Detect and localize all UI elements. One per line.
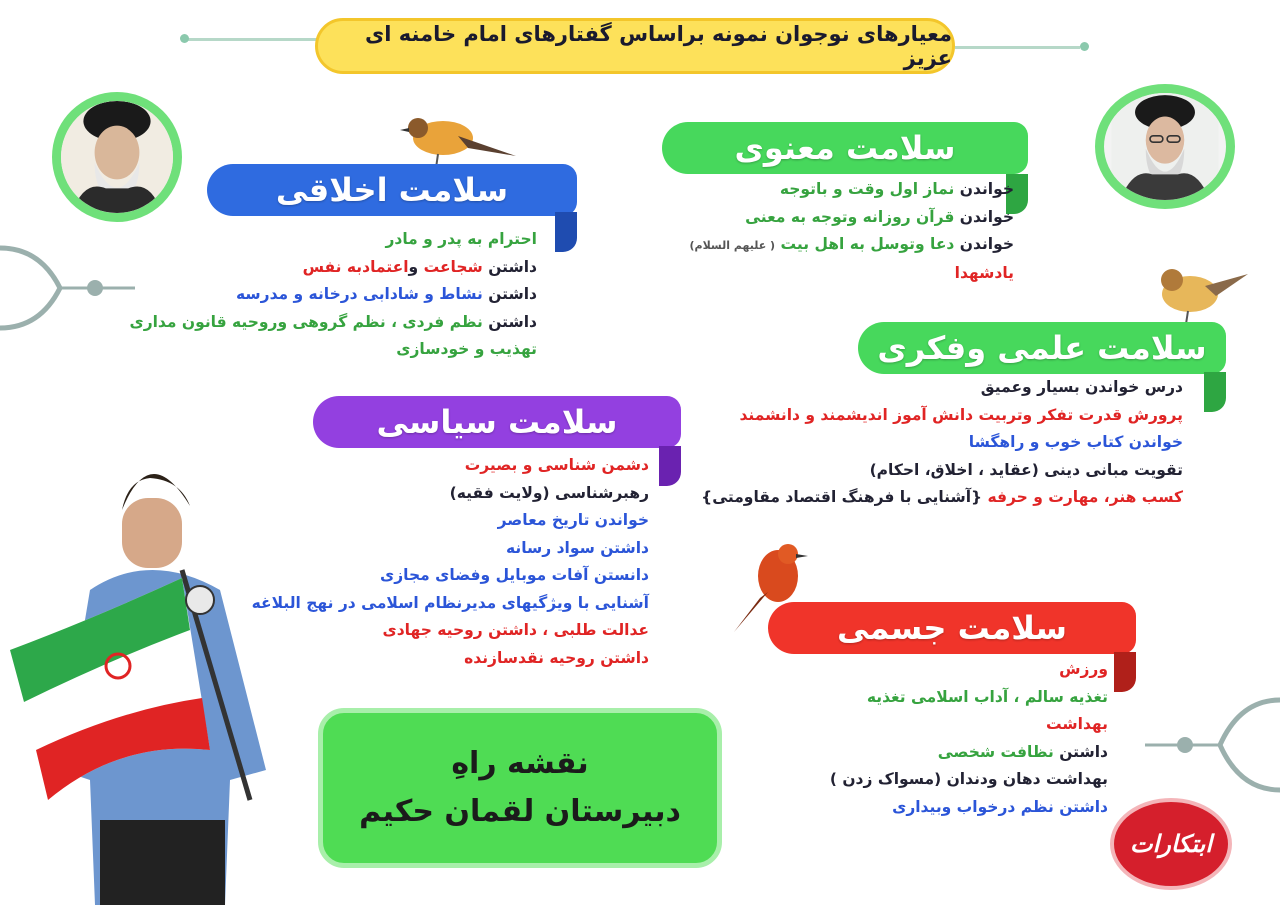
- list-item: خواندن تاریخ معاصر: [497, 511, 649, 529]
- list-item: داشتن نظافت شخصی: [937, 742, 1108, 761]
- section-title-scientific: سلامت علمی وفکری: [877, 329, 1207, 367]
- section-header-spiritual: [662, 122, 1028, 174]
- list-item: دانستن آفات موبایل وفضای مجازی: [380, 566, 649, 584]
- list-item: خواندن دعا وتوسل به اهل بیت ( علیهم السلام): [689, 235, 1014, 253]
- list-item: داشتن شجاعت واعتمادبه نفس: [302, 257, 537, 276]
- list-item: داشتن نظم فردی ، نظم گروهی وروحیه قانون مداری: [129, 312, 537, 331]
- section-header-scientific: [858, 322, 1226, 374]
- road-map-line2: دبیرستان لقمان حکیم: [359, 794, 681, 829]
- page-title: معیارهای نوجوان نمونه براساس گفتارهای امام خامنه ای عزیز: [365, 22, 952, 70]
- portrait-left: [52, 92, 182, 222]
- title-dot-right: [1080, 42, 1089, 51]
- section-header-physical: [768, 602, 1136, 654]
- section-title-spiritual: سلامت معنوی: [734, 129, 956, 167]
- brand-logo: [1110, 798, 1232, 890]
- ribbon-fold-scientific: [1204, 372, 1226, 412]
- title-line-left: [185, 38, 320, 41]
- portrait-icon: [61, 101, 173, 213]
- portrait-right: [1095, 84, 1235, 209]
- section-title-political: سلامت سیاسی: [376, 403, 618, 441]
- section-title-ethical: سلامت اخلاقی: [275, 171, 509, 209]
- list-ethical: [129, 226, 537, 364]
- title-banner: [315, 18, 955, 74]
- list-item: احترام به پدر و مادر: [385, 230, 537, 248]
- list-item: درس خواندن بسیار وعمیق: [980, 378, 1183, 396]
- ornament-left-icon: [0, 238, 140, 338]
- list-item: خواندن نماز اول وقت و باتوجه: [779, 180, 1014, 198]
- bird-icon: [1150, 256, 1250, 326]
- section-title-physical: سلامت جسمی: [836, 609, 1068, 647]
- list-item: خواندن قرآن روزانه وتوجه به معنی: [745, 207, 1014, 226]
- list-item: تغذیه سالم ، آداب اسلامی تغذیه: [866, 687, 1108, 706]
- list-item: داشتن نظم درخواب وبیداری: [892, 797, 1108, 816]
- list-item: عدالت طلبی ، داشتن روحیه جهادی: [382, 621, 649, 639]
- list-physical: [830, 656, 1108, 821]
- list-item: تقویت مبانی دینی (عقاید ، اخلاق، احکام): [869, 460, 1183, 479]
- list-item: داشتن روحیه نقدسازنده: [464, 648, 649, 667]
- ribbon-fold-physical: [1114, 652, 1136, 692]
- list-item: تهذیب و خودسازی: [396, 340, 537, 358]
- road-map-line1: نقشه راهِ: [451, 746, 589, 781]
- list-item: بهداشت: [1046, 715, 1108, 733]
- brand-logo-text: ابتکارات: [1129, 830, 1212, 858]
- section-header-ethical: [207, 164, 577, 216]
- list-item: دشمن شناسی و بصیرت: [464, 456, 649, 474]
- list-item: خواندن کتاب خوب و راهگشا: [968, 433, 1183, 451]
- list-item: پرورش قدرت تفکر وتربیت دانش آموز اندیشمند و دانشمند: [739, 405, 1183, 424]
- list-item: داشتن سواد رسانه: [505, 538, 649, 557]
- list-item: آشنایی با ویژگیهای مدیرنظام اسلامی در نهج البلاغه: [251, 593, 649, 612]
- list-scientific: [701, 374, 1183, 512]
- title-line-right: [955, 46, 1080, 49]
- bird-icon: [398, 108, 518, 170]
- list-item: ورزش: [1059, 660, 1108, 678]
- list-item: بهداشت دهان ودندان (مسواک زدن ): [829, 770, 1108, 788]
- list-item: یادشهدا: [954, 263, 1014, 282]
- list-item: کسب هنر، مهارت و حرفه {آشنایی با فرهنگ اقتصاد مقاومتی}: [701, 488, 1183, 506]
- list-spiritual: [689, 176, 1014, 287]
- ribbon-fold-ethical: [555, 212, 577, 252]
- section-header-political: [313, 396, 681, 448]
- list-item: رهبرشناسی (ولایت فقیه): [449, 483, 649, 502]
- ornament-right-icon: [1140, 690, 1280, 800]
- ribbon-fold-political: [659, 446, 681, 486]
- portrait-icon: [1104, 93, 1226, 200]
- title-dot-left: [180, 34, 189, 43]
- student-with-flag-icon: [0, 440, 290, 905]
- list-political: [252, 452, 649, 672]
- road-map-box: [318, 708, 722, 868]
- list-item: داشتن نشاط و شادابی درخانه و مدرسه: [236, 285, 537, 303]
